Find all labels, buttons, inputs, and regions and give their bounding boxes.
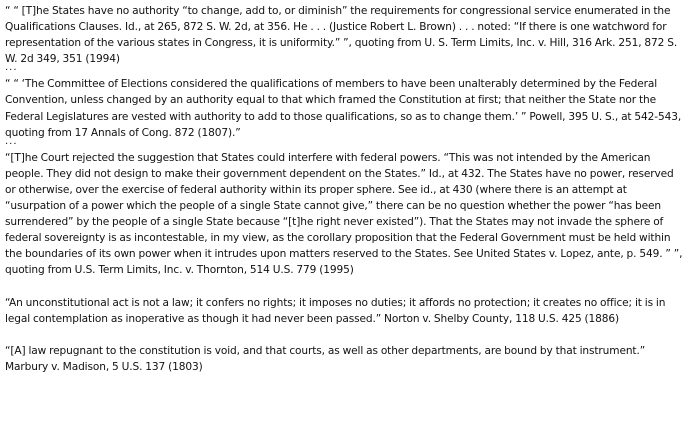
paragraph-gap bbox=[5, 327, 687, 343]
quote-powell-committee-of-elections: “ “ ‘The Committee of Elections considered the qualifications of members to have been unalterably determined by the Federal Convention, unless changed by an authority equal to that which framed the Constitution at first; that neither the State nor the Federal Legislatures are vested with authority to add to those qualifications, so as to change them.’ ” Powell, 395 U. S., at 542-543, quoting from 17 Annals of Cong. 872 (1807).” bbox=[5, 78, 682, 139]
ellipsis-separator: ... bbox=[5, 62, 18, 74]
paragraph-gap bbox=[5, 279, 687, 295]
quote-marbury-v-madison: “[A] law repugnant to the constitution is void, and that courts, as well as other departments, are bound by that instrument.” Marbury v. Madison, 5 U.S. 137 (1803) bbox=[5, 344, 646, 373]
quote-term-limits-thornton: “[T]he Court rejected the suggestion that States could interfere with federal powers. “This was not intended by the American people. They did not design to make their government dependent on the States.” Id., at 432. The States have no power, reserved or otherwise, over the exercise of federal authority within its proper sphere. See id., at 430 (where there is an attempt at “usurpation of a power which the people of a single State cannot give,” there can be no question whether the power “has been surrendered” by the people of a single State because “[t]he right never existed”). That the States may not invade the sphere of federal sovereignty is as incontestable, in my view, as the corollary proposition that the Federal Government must be held within the boundaries of its own power when it intrudes upon matters reserved to the States. See United States v. Lopez, ante, p. 549. ” ”, quoting from U.S. Term Limits, Inc. v. Thornton, 514 U.S. 779 (1995) bbox=[5, 151, 683, 277]
ellipsis-separator: ... bbox=[5, 135, 18, 147]
document-body bbox=[5, 3, 687, 375]
quote-norton-v-shelby-county: “An unconstitutional act is not a law; it confers no rights; it imposes no duties; it affords no protection; it creates no office; it is in legal contemplation as inoperative as though it had never been passed.” Norton v. Shelby County, 118 U.S. 425 (1886) bbox=[5, 296, 666, 325]
quote-term-limits-hill: “ “ [T]he States have no authority “to change, add to, or diminish” the requirements for congressional service enumerated in the Qualifications Clauses. Id., at 265, 872 S. W. 2d, at 356. He . . . (Justice Robert L. Brown) . . . noted: “If there is one watchword for representation of the various states in Congress, it is uniformity.” ”, quoting from U. S. Term Limits, Inc. v. Hill, 316 Ark. 251, 872 S. W. 2d 349, 351 (1994) bbox=[5, 5, 678, 66]
